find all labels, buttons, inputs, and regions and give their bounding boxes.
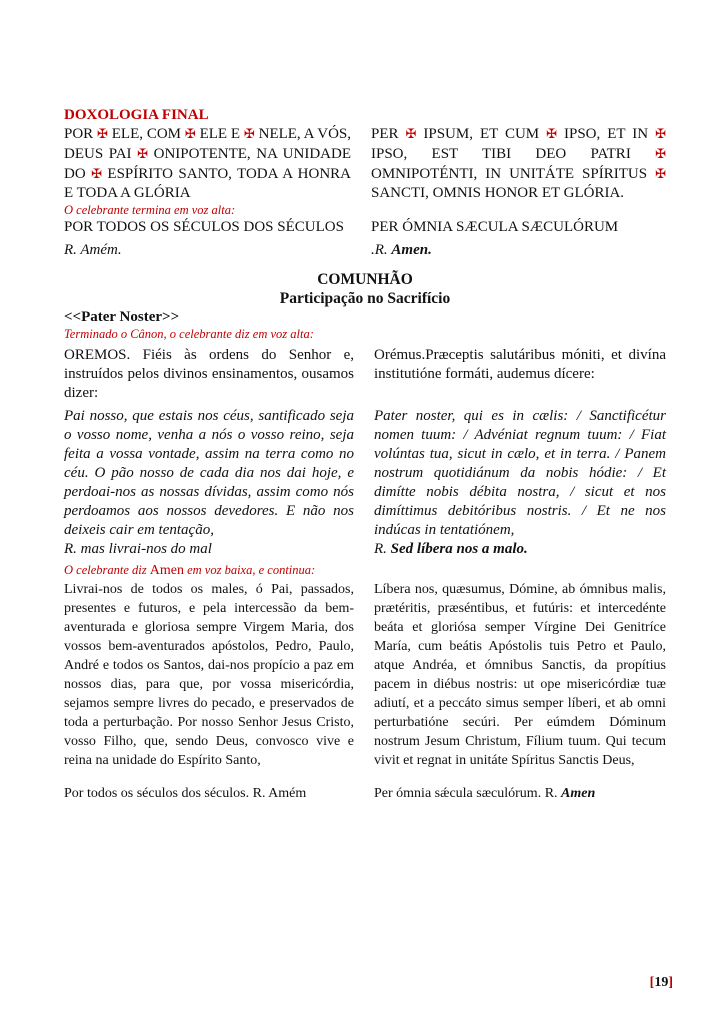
- pater-noster-label: <<Pater Noster>>: [64, 309, 180, 325]
- page-content: [64, 106, 666, 803]
- rubric-amen-part-b: em voz baixa, e continua:: [183, 563, 316, 577]
- final-doxology-section: [64, 784, 666, 803]
- final-latin: [374, 784, 666, 803]
- pater-latin: Pater noster, qui es in cælis: / Sanctificétur nomen tuum: / Advéniat regnum tuum: / Fiat volúntas tua, sicut in cælo, et in terra. / Panem nostrum quotidiánum da nobis hódie: / Et dimítte nobis débita nostra, / sicut et nos dimíttimus debitóribus nostris. / Et ne nos indúcas in tentatiónem,: [374, 408, 666, 538]
- pater-noster-section: [64, 407, 666, 540]
- rubric-amen-voz-baixa: [64, 563, 666, 578]
- page-number-open-bracket: [: [649, 975, 655, 990]
- per-omnia-portuguese: POR TODOS OS SÉCULOS DOS SÉCULOS: [64, 219, 344, 235]
- rubric-terminado-canon: Terminado o Cânon, o celebrante diz em voz alta:: [64, 327, 314, 341]
- cross-icon: ✠: [243, 126, 255, 141]
- rubric-amen-word: Amen: [149, 563, 184, 578]
- libera-portuguese: Livrai-nos de todos os males, ó Pai, passados, presentes e futuros, e pela intercessão da bem-aventurada e gloriosa sempre Virgem Maria, dos vossos bem-aventurados apóstolos, Pedro, Paulo, André e todos os Santos, dai-nos propício a paz em nossos dias, para que, por vossa misericórdia, sejamos sempre livres do pecado, e preservados de toda a perturbação. Por nosso Senhor Jesus Cristo, vosso Filho, que, sendo Deus, convosco vive e reina na unidade do Espírito Santo,: [64, 582, 354, 768]
- page-number-value: 19: [654, 975, 669, 990]
- amen-latin-bold: Amen.: [391, 242, 432, 258]
- cross-icon: ✠: [655, 146, 666, 161]
- response-latin: [374, 540, 666, 559]
- final-latin-prefix: Per ómnia sǽcula sæculórum. R.: [374, 786, 562, 801]
- page-number: [650, 975, 673, 991]
- amen-latin-prefix: .R.: [371, 242, 392, 258]
- doxologia-portuguese: POR ✠ ELE, COM ✠ ELE E ✠ NELE, A VÓS, DEUS PAI ✠ ONIPOTENTE, NA UNIDADE DO ✠ ESPÍRITO SANTO, TODA A HONRA E TODA A GLÓRIA: [64, 126, 351, 201]
- page-number-close-bracket: ]: [668, 975, 673, 990]
- oremos-portuguese: OREMOS. Fiéis às ordens do Senhor e, instruídos pelos divinos ensinamentos, ousamos dizer:: [64, 347, 354, 401]
- libera-latin: Líbera nos, quæsumus, Dómine, ab ómnibus malis, prætéritis, præséntibus, et futúris: et intercedénte beáta et gloriósa semper Vírgine Dei Genitríce María, cum beátis Apóstolis tuis Petro et Paulo, atque Andréa, et ómnibus Sanctis, da propítius pacem in diébus nostris: ut ope misericórdiæ tuæ adiutí, et a peccáto simus semper líberi, et ab omni perturbatióne secúri. Per eúmdem Dóminum nostrum Jesum Christum, Fílium tuum. Qui tecum vivit et regnat in unitáte Spíritus Sanctis Deus,: [374, 582, 666, 768]
- rubric-voz-alta: O celebrante termina em voz alta:: [64, 203, 236, 217]
- oremos-section: [64, 346, 666, 403]
- cross-icon: ✠: [655, 166, 666, 181]
- pater-portuguese: Pai nosso, que estais nos céus, santificado seja o vosso nome, venha a nós o vosso reino, seja feita a vossa vontade, assim na terra como no céu. O pão nosso de cada dia nos dai hoje, e perdoai-nos as nossas dívidas, assim como nós perdoamos aos nossos devedores. E não nos deixeis cair em tentação,: [64, 408, 354, 538]
- final-latin-bold: Amen: [561, 786, 596, 801]
- response-latin-bold: Sed líbera nos a malo.: [390, 541, 528, 557]
- sed-libera-section: [64, 540, 666, 559]
- cross-icon: ✠: [655, 126, 666, 141]
- rubric-amen-part-a: O celebrante diz: [64, 563, 150, 577]
- per-omnia-section: [64, 218, 666, 237]
- cross-icon: ✠: [137, 146, 149, 161]
- final-portuguese: Por todos os séculos dos séculos. R. Amém: [64, 786, 307, 801]
- cross-icon: ✠: [405, 126, 417, 141]
- doxologia-latin: PER ✠ IPSUM, ET CUM ✠ IPSO, ET IN ✠ IPSO, EST TIBI DEO PATRI ✠ OMNIPOTÉNTI, IN UNITÁTE SPÍRITUS ✠ SANCTI, OMNIS HONOR ET GLÓRIA.: [371, 126, 666, 201]
- cross-icon: ✠: [184, 126, 196, 141]
- doxologia-heading: DOXOLOGIA FINAL: [64, 107, 209, 123]
- comunhao-title: COMUNHÃO: [317, 271, 413, 288]
- oremos-latin: Orémus.Præceptis salutáribus móniti, et divína institutióne formáti, audemus dícere:: [374, 347, 666, 382]
- cross-icon: ✠: [97, 126, 108, 141]
- cross-icon: ✠: [91, 166, 102, 181]
- comunhao-subtitle: Participação no Sacrifício: [279, 290, 451, 307]
- amen-latin: [371, 241, 666, 260]
- cross-icon: ✠: [546, 126, 558, 141]
- response-latin-prefix: R.: [374, 541, 391, 557]
- per-omnia-latin: PER ÓMNIA SÆCULA SÆCULÓRUM: [371, 219, 619, 235]
- response-portuguese: R. mas livrai-nos do mal: [64, 541, 212, 557]
- doxologia-section: [64, 124, 666, 203]
- libera-nos-section: [64, 580, 666, 770]
- amen-portuguese: R. Amém.: [64, 242, 122, 258]
- amen-response-section: [64, 241, 666, 260]
